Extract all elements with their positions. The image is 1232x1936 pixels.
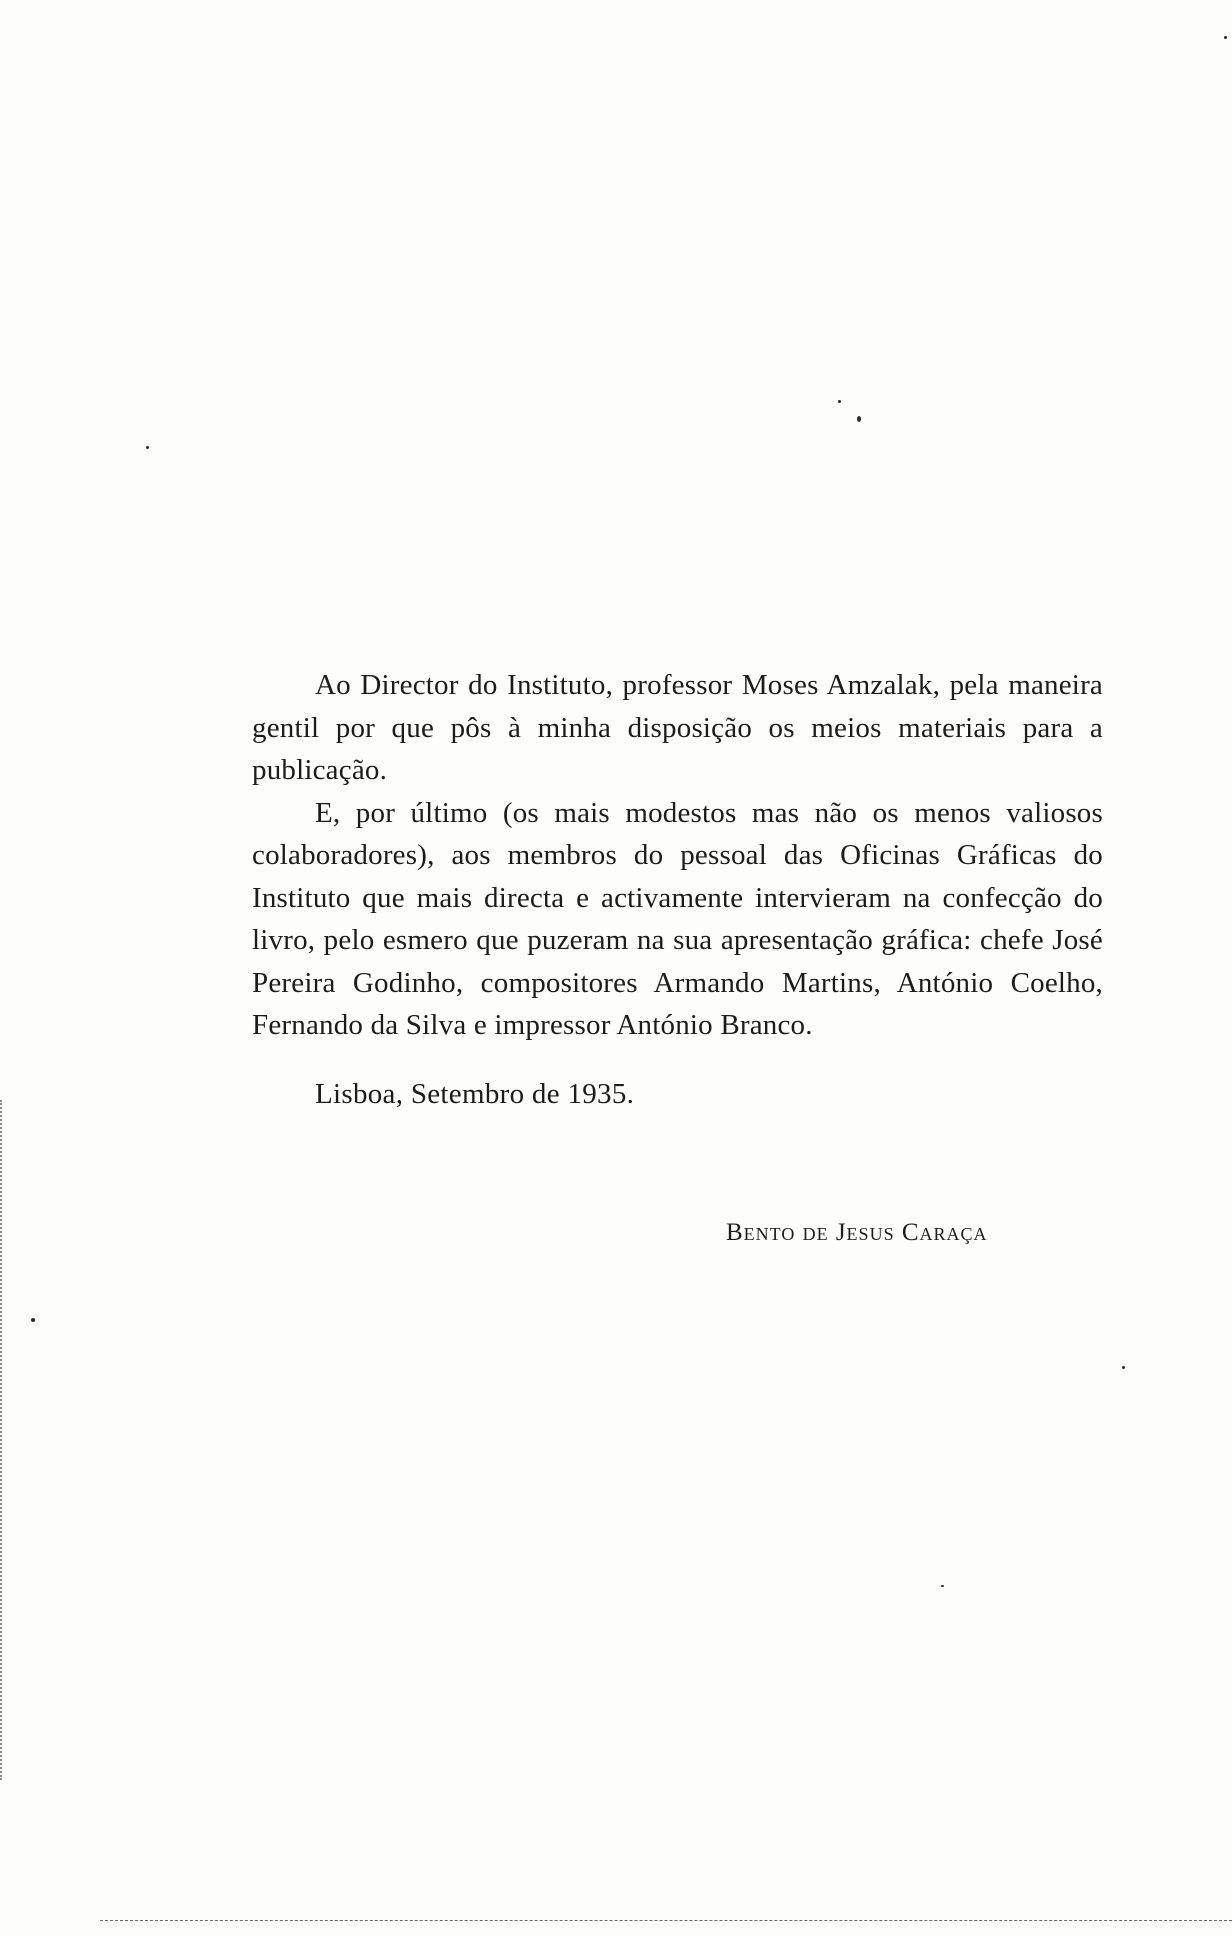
scan-speck [838, 400, 841, 403]
scan-speck [1122, 1366, 1125, 1369]
scan-edge-marks [0, 1100, 5, 1780]
scan-speck [31, 1318, 35, 1322]
paragraph-workshop-staff: E, por último (os mais modestos mas não os menos valiosos colaboradores), aos membros do pessoal das Oficinas Gráficas do Instituto que mais directa e activamente intervieram na confecção do livro, pelo esmero que puzeram na sua apresentação gráfica: chefe José Pereira Godinho, compositores Armando Martins, António Coelho, Fernando da Silva e impressor António Branco. [252, 796, 1103, 1041]
scan-bottom-edge [100, 1920, 1232, 1921]
scan-speck [1224, 36, 1227, 39]
scan-speck [146, 446, 149, 449]
author-signature: Bento de Jesus Caraça [726, 1219, 988, 1246]
acknowledgement-text [252, 664, 1103, 1047]
scan-speck [857, 416, 861, 422]
place-and-date: Lisboa, Setembro de 1935. [315, 1078, 635, 1110]
scan-speck [941, 1585, 944, 1587]
paragraph-director: Ao Director do Instituto, professor Moses Amzalak, pela maneira gentil por que pôs à minha disposição os meios materiais para a publicação. [252, 669, 1103, 786]
